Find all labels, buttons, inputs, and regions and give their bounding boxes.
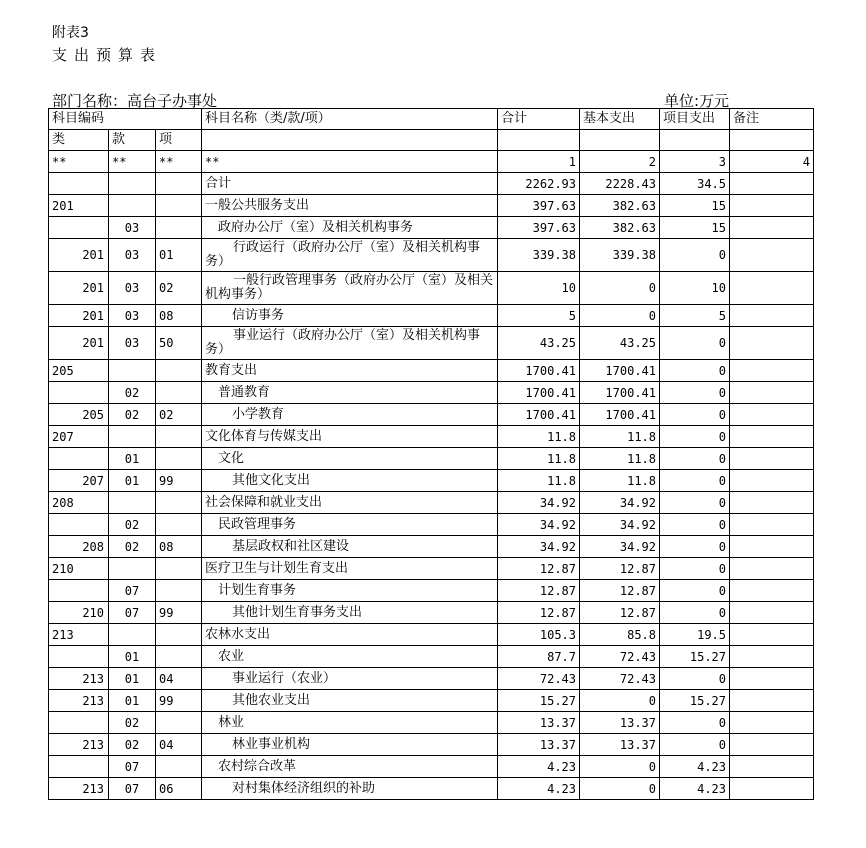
subject-name: 农林水支出 (202, 624, 498, 646)
code-kuan (109, 195, 156, 217)
note-cell (730, 195, 814, 217)
project-value: 15 (660, 217, 730, 239)
code-lei (49, 646, 109, 668)
table-row (49, 778, 814, 800)
code-xiang (156, 492, 202, 514)
code-lei (49, 382, 109, 404)
note-cell (730, 580, 814, 602)
table-row (49, 272, 814, 305)
code-kuan: 03 (109, 327, 156, 360)
basic-value: 72.43 (580, 646, 660, 668)
note-cell (730, 514, 814, 536)
note-header: 备注 (730, 109, 814, 130)
project-header: 项目支出 (660, 109, 730, 130)
table-row (49, 426, 814, 448)
code-kuan: 07 (109, 602, 156, 624)
table-row (49, 690, 814, 712)
empty-cell (498, 130, 580, 151)
xiang-header: 项 (156, 130, 202, 151)
code-lei: 207 (49, 470, 109, 492)
note-cell (730, 690, 814, 712)
code-lei: 213 (49, 668, 109, 690)
total-value: 34.92 (498, 536, 580, 558)
project-value: 19.5 (660, 624, 730, 646)
basic-value: 34.92 (580, 514, 660, 536)
total-value: 4.23 (498, 756, 580, 778)
basic-value: 1700.41 (580, 404, 660, 426)
total-value: 13.37 (498, 734, 580, 756)
code-lei: 205 (49, 360, 109, 382)
subject-name: 政府办公厅（室）及相关机构事务 (202, 217, 498, 239)
table-row (49, 646, 814, 668)
table-row (49, 514, 814, 536)
code-kuan: 02 (109, 536, 156, 558)
subject-name: 医疗卫生与计划生育支出 (202, 558, 498, 580)
project-value: 4.23 (660, 778, 730, 800)
empty-cell (660, 130, 730, 151)
table-row (49, 195, 814, 217)
project-value: 15.27 (660, 646, 730, 668)
basic-value: 339.38 (580, 239, 660, 272)
code-kuan (109, 624, 156, 646)
marker-lei: ** (49, 151, 109, 173)
total-value: 1700.41 (498, 404, 580, 426)
subject-name: 普通教育 (202, 382, 498, 404)
marker-kuan: ** (109, 151, 156, 173)
table-row (49, 470, 814, 492)
basic-value: 13.37 (580, 712, 660, 734)
note-cell (730, 305, 814, 327)
note-cell (730, 426, 814, 448)
project-value: 0 (660, 426, 730, 448)
code-xiang (156, 646, 202, 668)
code-lei (49, 712, 109, 734)
total-value: 34.92 (498, 514, 580, 536)
code-xiang: 99 (156, 690, 202, 712)
basic-value: 0 (580, 778, 660, 800)
subheader-row (49, 130, 814, 151)
project-value: 0 (660, 668, 730, 690)
project-value: 0 (660, 404, 730, 426)
total-value: 5 (498, 305, 580, 327)
project-value: 10 (660, 272, 730, 305)
project-value: 0 (660, 327, 730, 360)
note-cell (730, 173, 814, 195)
total-value: 2262.93 (498, 173, 580, 195)
code-kuan: 01 (109, 690, 156, 712)
code-xiang (156, 426, 202, 448)
name-header: 科目名称（类/款/项） (202, 109, 498, 130)
marker-basic: 2 (580, 151, 660, 173)
empty-cell (580, 130, 660, 151)
project-value: 0 (660, 492, 730, 514)
code-kuan: 02 (109, 514, 156, 536)
marker-total: 1 (498, 151, 580, 173)
code-lei: 213 (49, 778, 109, 800)
code-xiang (156, 382, 202, 404)
code-kuan (109, 426, 156, 448)
code-lei: 213 (49, 690, 109, 712)
total-value: 4.23 (498, 778, 580, 800)
total-value: 12.87 (498, 558, 580, 580)
code-xiang: 50 (156, 327, 202, 360)
total-value: 11.8 (498, 470, 580, 492)
code-xiang (156, 195, 202, 217)
code-lei (49, 514, 109, 536)
code-lei: 201 (49, 272, 109, 305)
code-xiang (156, 217, 202, 239)
table-row (49, 734, 814, 756)
basic-value: 0 (580, 272, 660, 305)
code-xiang: 02 (156, 404, 202, 426)
note-cell (730, 272, 814, 305)
code-lei: 213 (49, 734, 109, 756)
code-kuan (109, 492, 156, 514)
total-value: 12.87 (498, 602, 580, 624)
table-row (49, 404, 814, 426)
code-xiang: 01 (156, 239, 202, 272)
total-value: 12.87 (498, 580, 580, 602)
code-lei: 208 (49, 492, 109, 514)
basic-value: 72.43 (580, 668, 660, 690)
subject-name: 一般行政管理事务（政府办公厅（室）及相关机构事务） (202, 272, 498, 305)
subject-name: 林业 (202, 712, 498, 734)
code-xiang: 04 (156, 668, 202, 690)
note-cell (730, 734, 814, 756)
code-lei: 213 (49, 624, 109, 646)
project-value: 0 (660, 580, 730, 602)
marker-xiang: ** (156, 151, 202, 173)
marker-project: 3 (660, 151, 730, 173)
total-value: 11.8 (498, 426, 580, 448)
budget-table (48, 108, 814, 800)
table-row (49, 536, 814, 558)
code-lei (49, 173, 109, 195)
total-value: 11.8 (498, 448, 580, 470)
note-cell (730, 602, 814, 624)
total-value: 10 (498, 272, 580, 305)
header-row (49, 109, 814, 130)
note-cell (730, 624, 814, 646)
subject-name: 小学教育 (202, 404, 498, 426)
subject-name: 行政运行（政府办公厅（室）及相关机构事务） (202, 239, 498, 272)
lei-header: 类 (49, 130, 109, 151)
note-cell (730, 448, 814, 470)
code-xiang: 99 (156, 470, 202, 492)
basic-value: 12.87 (580, 602, 660, 624)
project-value: 0 (660, 470, 730, 492)
basic-value: 11.8 (580, 448, 660, 470)
project-value: 5 (660, 305, 730, 327)
table-row (49, 602, 814, 624)
code-lei (49, 448, 109, 470)
subject-name: 文化 (202, 448, 498, 470)
note-cell (730, 217, 814, 239)
code-lei (49, 217, 109, 239)
marker-row (49, 151, 814, 173)
note-cell (730, 558, 814, 580)
project-value: 0 (660, 712, 730, 734)
code-kuan: 03 (109, 272, 156, 305)
code-xiang (156, 756, 202, 778)
basic-value: 1700.41 (580, 382, 660, 404)
project-value: 0 (660, 558, 730, 580)
code-lei (49, 756, 109, 778)
note-cell (730, 756, 814, 778)
basic-value: 0 (580, 756, 660, 778)
basic-value: 0 (580, 305, 660, 327)
code-kuan (109, 558, 156, 580)
note-cell (730, 239, 814, 272)
code-kuan: 02 (109, 712, 156, 734)
code-kuan (109, 173, 156, 195)
note-cell (730, 646, 814, 668)
subject-name: 社会保障和就业支出 (202, 492, 498, 514)
basic-value: 11.8 (580, 426, 660, 448)
table-row (49, 305, 814, 327)
total-value: 1700.41 (498, 360, 580, 382)
note-cell (730, 712, 814, 734)
basic-value: 13.37 (580, 734, 660, 756)
basic-value: 1700.41 (580, 360, 660, 382)
subject-name: 农村综合改革 (202, 756, 498, 778)
note-cell (730, 536, 814, 558)
total-value: 397.63 (498, 195, 580, 217)
basic-value: 382.63 (580, 217, 660, 239)
table-row (49, 360, 814, 382)
project-value: 4.23 (660, 756, 730, 778)
project-value: 0 (660, 602, 730, 624)
code-xiang: 99 (156, 602, 202, 624)
subject-name: 民政管理事务 (202, 514, 498, 536)
note-cell (730, 470, 814, 492)
code-lei: 201 (49, 239, 109, 272)
total-value: 13.37 (498, 712, 580, 734)
total-value: 72.43 (498, 668, 580, 690)
basic-value: 43.25 (580, 327, 660, 360)
table-row (49, 668, 814, 690)
total-value: 397.63 (498, 217, 580, 239)
code-kuan: 02 (109, 404, 156, 426)
note-cell (730, 360, 814, 382)
note-cell (730, 327, 814, 360)
annex-label: 附表3 (52, 25, 89, 41)
unit-label: 单位:万元 (664, 92, 730, 110)
code-kuan: 03 (109, 239, 156, 272)
code-kuan: 01 (109, 448, 156, 470)
department-name: 部门名称：高台子办事处 (52, 92, 218, 110)
empty-cell (730, 130, 814, 151)
project-value: 0 (660, 382, 730, 404)
code-lei: 201 (49, 305, 109, 327)
note-cell (730, 778, 814, 800)
code-xiang (156, 712, 202, 734)
subject-name: 事业运行（农业） (202, 668, 498, 690)
empty-cell (202, 130, 498, 151)
basic-value: 34.92 (580, 536, 660, 558)
subject-name: 农业 (202, 646, 498, 668)
project-value: 15 (660, 195, 730, 217)
table-row (49, 217, 814, 239)
subject-name: 其他计划生育事务支出 (202, 602, 498, 624)
code-kuan: 01 (109, 646, 156, 668)
subject-name: 基层政权和社区建设 (202, 536, 498, 558)
subject-name: 文化体育与传媒支出 (202, 426, 498, 448)
code-xiang (156, 558, 202, 580)
code-xiang: 08 (156, 536, 202, 558)
total-value: 105.3 (498, 624, 580, 646)
marker-note: 4 (730, 151, 814, 173)
note-cell (730, 492, 814, 514)
code-kuan: 02 (109, 734, 156, 756)
code-xiang (156, 448, 202, 470)
code-lei: 201 (49, 195, 109, 217)
subject-name: 对村集体经济组织的补助 (202, 778, 498, 800)
basic-value: 2228.43 (580, 173, 660, 195)
note-cell (730, 668, 814, 690)
basic-value: 34.92 (580, 492, 660, 514)
project-value: 0 (660, 360, 730, 382)
code-lei: 210 (49, 602, 109, 624)
code-kuan: 07 (109, 778, 156, 800)
total-header: 合计 (498, 109, 580, 130)
code-xiang (156, 514, 202, 536)
table-row (49, 580, 814, 602)
code-xiang: 04 (156, 734, 202, 756)
code-xiang (156, 580, 202, 602)
code-group-header: 科目编码 (49, 109, 202, 130)
total-value: 339.38 (498, 239, 580, 272)
project-value: 15.27 (660, 690, 730, 712)
basic-value: 11.8 (580, 470, 660, 492)
code-xiang: 08 (156, 305, 202, 327)
total-value: 15.27 (498, 690, 580, 712)
code-lei (49, 580, 109, 602)
basic-header: 基本支出 (580, 109, 660, 130)
total-value: 34.92 (498, 492, 580, 514)
marker-name: ** (202, 151, 498, 173)
subject-name: 林业事业机构 (202, 734, 498, 756)
code-kuan: 03 (109, 305, 156, 327)
code-xiang (156, 360, 202, 382)
code-kuan: 01 (109, 470, 156, 492)
total-value: 1700.41 (498, 382, 580, 404)
table-row (49, 624, 814, 646)
basic-value: 12.87 (580, 558, 660, 580)
subject-name: 一般公共服务支出 (202, 195, 498, 217)
kuan-header: 款 (109, 130, 156, 151)
subject-name: 其他文化支出 (202, 470, 498, 492)
subject-name: 教育支出 (202, 360, 498, 382)
total-value: 43.25 (498, 327, 580, 360)
project-value: 0 (660, 448, 730, 470)
subject-name: 信访事务 (202, 305, 498, 327)
table-row (49, 382, 814, 404)
subject-name: 其他农业支出 (202, 690, 498, 712)
code-kuan: 07 (109, 580, 156, 602)
project-value: 0 (660, 239, 730, 272)
table-row (49, 327, 814, 360)
code-xiang (156, 624, 202, 646)
note-cell (730, 404, 814, 426)
code-lei: 201 (49, 327, 109, 360)
table-row (49, 239, 814, 272)
code-kuan: 02 (109, 382, 156, 404)
code-kuan: 07 (109, 756, 156, 778)
note-cell (730, 382, 814, 404)
project-value: 0 (660, 734, 730, 756)
code-lei: 207 (49, 426, 109, 448)
code-xiang: 06 (156, 778, 202, 800)
code-lei: 210 (49, 558, 109, 580)
basic-value: 382.63 (580, 195, 660, 217)
code-kuan: 03 (109, 217, 156, 239)
basic-value: 12.87 (580, 580, 660, 602)
project-value: 0 (660, 536, 730, 558)
code-xiang (156, 173, 202, 195)
basic-value: 0 (580, 690, 660, 712)
basic-value: 85.8 (580, 624, 660, 646)
subject-name: 事业运行（政府办公厅（室）及相关机构事务） (202, 327, 498, 360)
table-row (49, 756, 814, 778)
subject-name: 合计 (202, 173, 498, 195)
project-value: 34.5 (660, 173, 730, 195)
code-lei: 205 (49, 404, 109, 426)
page-title: 支出预算表 (52, 46, 163, 64)
total-value: 87.7 (498, 646, 580, 668)
code-lei: 208 (49, 536, 109, 558)
project-value: 0 (660, 514, 730, 536)
table-row (49, 492, 814, 514)
code-xiang: 02 (156, 272, 202, 305)
table-row (49, 173, 814, 195)
table-row (49, 712, 814, 734)
table-row (49, 558, 814, 580)
subject-name: 计划生育事务 (202, 580, 498, 602)
code-kuan (109, 360, 156, 382)
code-kuan: 01 (109, 668, 156, 690)
table-row (49, 448, 814, 470)
